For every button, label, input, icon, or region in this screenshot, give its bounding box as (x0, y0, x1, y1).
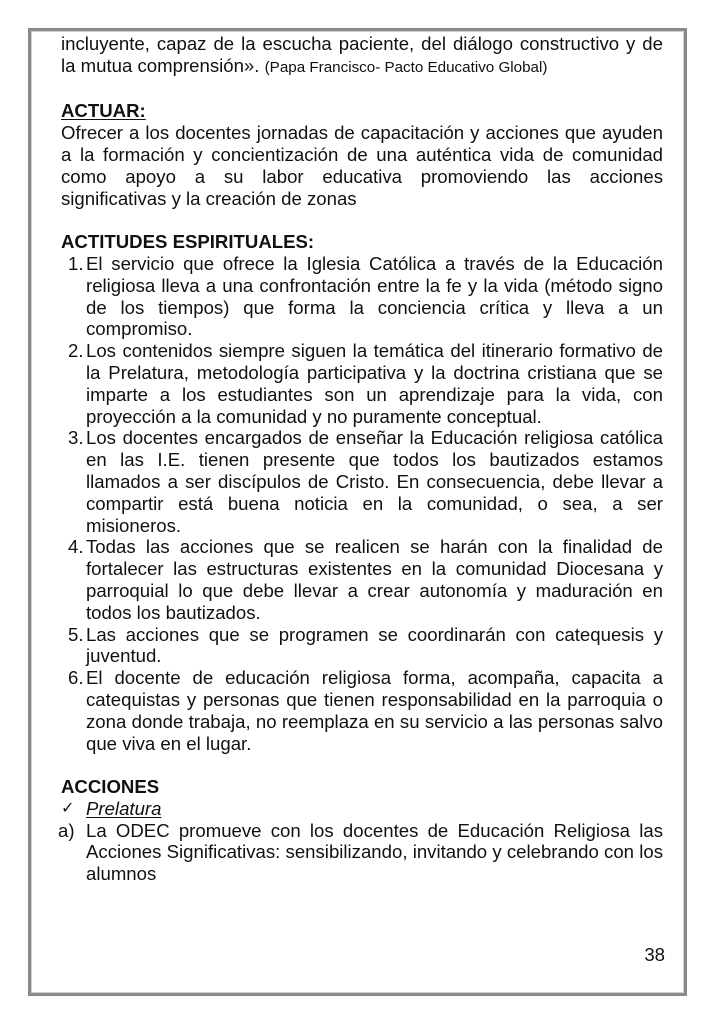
list-marker: a) (58, 819, 75, 841)
checkmark-icon: ✓ (61, 799, 75, 817)
spacer (61, 754, 663, 776)
intro-text: incluyente, capaz de la escucha paciente, del diálogo constructivo y de la mutua comprensión». (61, 33, 663, 76)
actitudes-heading: ACTITUDES ESPIRITUALES: (61, 231, 315, 253)
list-item-text: Todas las acciones que se realicen se harán con la finalidad de fortalecer las estructuras existentes en la comunidad Diocesana y parroquial lo que debe llevar a crear autonomía y maduración en todos los bautizados. (86, 536, 663, 623)
spacer (61, 209, 663, 231)
list-item (61, 667, 663, 754)
list-item-text: Las acciones que se programen se coordinarán con catequesis y juventud. (86, 623, 663, 667)
list-item-text: La ODEC promueve con los docentes de Educación Religiosa las Acciones Significativas: sensibilizando, invitando y celebrando con los alumnos (86, 819, 663, 885)
actitudes-list (61, 253, 663, 754)
page-number: 38 (644, 944, 665, 965)
spacer (61, 79, 663, 101)
acciones-subheading: Prelatura (86, 797, 162, 819)
list-item (61, 624, 663, 668)
list-number: 4. (68, 536, 84, 558)
list-item (58, 819, 663, 885)
list-number: 6. (68, 667, 84, 689)
actuar-paragraph: Ofrecer a los docentes jornadas de capacitación y acciones que ayuden a la formación y concientización de una auténtica vida de comunidad como apoyo a su labor educativa promoviendo las acciones significativas y la creación de zonas (61, 122, 663, 209)
acciones-subsection (61, 798, 663, 820)
list-number: 3. (68, 427, 84, 449)
list-item-text: Los contenidos siempre siguen la temática del itinerario formativo de la Prelatura, metodología participativa y la doctrina cristiana que se imparte a los estudiantes son un aprendizaje para la vida, con proyección a la comunidad y no puramente conceptual. (86, 340, 663, 427)
list-number: 5. (68, 623, 84, 645)
list-item (61, 253, 663, 340)
intro-citation: (Papa Francisco- Pacto Educativo Global) (264, 58, 548, 76)
list-number: 2. (68, 340, 84, 362)
list-number: 1. (68, 252, 84, 274)
list-item-text: El docente de educación religiosa forma, acompaña, capacita a catequistas y personas que tienen responsabilidad en la parroquia o zona donde trabaja, no reemplaza en su servicio a las personas salvo que viva en el lugar. (86, 667, 663, 754)
actuar-heading: ACTUAR: (61, 100, 146, 122)
intro-paragraph (61, 33, 663, 79)
acciones-heading: ACCIONES (61, 776, 160, 798)
list-item (61, 340, 663, 427)
list-item-text: El servicio que ofrece la Iglesia Católica a través de la Educación religiosa lleva a una confrontación entre la fe y la vida (método signo de los tiempos) que forma la conciencia crítica y lleva a un compromiso. (86, 252, 663, 340)
list-item (61, 536, 663, 623)
list-item (61, 427, 663, 536)
document-body (58, 33, 663, 885)
list-item-text: Los docentes encargados de enseñar la Educación religiosa católica en las I.E. tienen presente que todos los bautizados estamos llamados a ser discípulos de Cristo. En consecuencia, debe llevar a compartir está buena noticia en la comunidad, o sea, a ser misioneros. (86, 427, 663, 536)
